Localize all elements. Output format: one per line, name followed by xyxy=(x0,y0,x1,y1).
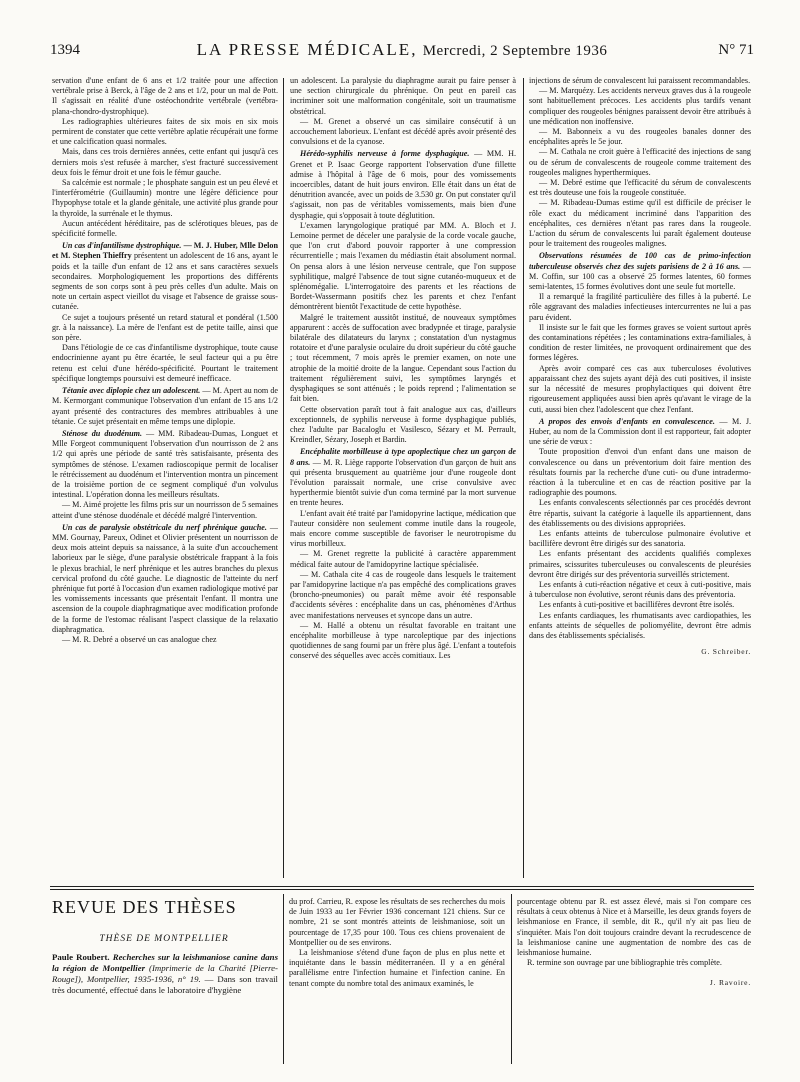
paragraph: servation d'une enfant de 6 ans et 1/2 traitée pour une affection vertébrale prise à Berck, à l'âge de 2 ans et 1/2, pour un mal de Pott. Il s'agissait en réalité d'une ostéochondrite vertébrale (vertébra-plana-chondro-dystrophique). xyxy=(52,76,278,116)
paragraph: — M. Babonneix a vu des rougeoles banales donner des encéphalites après le 5e jour. xyxy=(529,127,751,147)
communication-text: présentent un adolescent de 16 ans, ayant le poids et la taille d'un enfant de 12 ans et sans caractères sexuels secondaires. Morphologiquement les proportions des différents segments de son corps sont à peu près celles d'un adulte. Mais on note un certain aspect vieillot du visage et l'absence de graisse sous-cutanée. xyxy=(52,251,278,312)
paragraph: Cette observation paraît tout à fait analogue aux cas, d'ailleurs exceptionnels, de syphilis nerveuse à forme dysphagique publiés, chez l'adulte par Bacaloglu et Vasilesco, Sézary et M. Perrault, Kreindler, Sézary, Joseph et Bardin. xyxy=(290,404,516,445)
paragraph: Aucun antécédent héréditaire, pas de sclérotiques bleues, pas de spécificité formelle. xyxy=(52,218,278,239)
paragraph: du prof. Carrieu, R. expose les résultats de ses recherches du mois de Juin 1933 au 1er Février 1936 concernant 121 chiens. Sur ce nombre, 21 se sont montrés atteints de leishmaniose, soit un pourcentage de 17,35 pour 100. Tous ces chiens provenaient de Montpellier ou de ses environs. xyxy=(289,897,505,947)
paragraph: Il insiste sur le fait que les formes graves se voient surtout après des contaminations répétées ; les contaminations extra-familiales, à condition de rester limitées, ne provoquent ordinairement que des formes légères. xyxy=(529,322,751,363)
column-rule-2 xyxy=(523,78,524,878)
paragraph: Dans l'étiologie de ce cas d'infantilisme dystrophique, toute cause endocrinienne ayant pu être écartée, le seul facteur qui a pu être retenu est celui d'une hérédo-spécificité. Pourtant le traitement spécifique longtemps poursuivi est demeuré inefficace. xyxy=(52,343,278,383)
theses-column-3 xyxy=(517,897,751,1063)
journal-name: LA PRESSE MÉDICALE, xyxy=(196,40,418,59)
communication-text: — M. J. Huber, au nom de la Commission dont il est rapporteur, fait adopter une série de vœux : xyxy=(529,416,751,447)
paragraph: Les enfants à cuti-positive et bacillifères devront être isolés. xyxy=(539,600,735,610)
paragraph: Toute proposition d'envoi d'un enfant dans une maison de convalescence ou dans un préventorium doit faire mention des résultats fournis par la recherche d'une cuti- ou d'une intradermo-réaction à la tuberculine et en cas de réaction positive par la radiographie des poumons. xyxy=(529,447,751,498)
thesis-text: — Dans son travail très documenté, effectué dans le laboratoire d'hygiène xyxy=(52,974,278,995)
communication-authors: — M. J. Huber, Mlle Delon et M. Stephen Thieffry xyxy=(52,241,278,261)
paragraph: pourcentage obtenu par R. est assez élevé, mais si l'on compare ces résultats à ceux obtenus à Nice et à Marseille, les deux grands foyers de leishmaniose en France, il semble, dit R., qu'il n'y ait pas lieu de s'inquiéter. Mais l'on doit toujours craindre devant la recrudescence de la leishmaniose canine une augmentation de nombre des cas de leishmaniose humaine. xyxy=(517,897,751,958)
paragraph: — M. Grenet regrette la publicité à caractère apparemment médical faite autour de l'amidopyrine lactique spécialisée. xyxy=(290,549,516,569)
communication-title: Tétanie avec diplopie chez un adolescent. xyxy=(62,386,201,396)
column-2 xyxy=(290,76,516,884)
communication xyxy=(52,241,278,312)
paragraph: Mais, dans ces trois dernières années, cette enfant qui jusqu'à ces derniers mois s'est refusée à marcher, s'est fracturé successivement deux fois le fémur droit et une fois le fémur gauche. xyxy=(52,147,278,177)
communication-title: Un cas de paralysie obstétricale du nerf phrénique gauche. xyxy=(62,522,267,532)
communication-title: Observations résumées de 100 cas de primo-infection tuberculeuse observés chez des sujets parisiens de 2 à 16 ans. xyxy=(529,251,751,271)
paragraph: Après avoir comparé ces cas aux tuberculoses évolutives apparaissant chez des sujets ayant déjà des cuti positives, il insiste sur la nécessité de mesures prophylactiques qui doivent être rigoureusement appliquées aussi bien après qu'avant le virage de la cuti, aussi bien chez l'adolescent que chez l'enfant. xyxy=(529,363,751,414)
communication xyxy=(529,251,751,292)
communication-text: — M. R. Liège rapporte l'observation d'un garçon de huit ans qui présenta brusquement au quatrième jour d'une rougeole dont l'évolution paraissait normale, une crise convulsive avec hyperthermie bientôt suivie d'un coma terminé par la mort survenue en trente heures. xyxy=(290,457,516,508)
paragraph: — M. Cathala ne croit guère à l'efficacité des injections de sang ou de sérum de convalescents de rougeole comme traitement des rougeoles malignes hyperthermiques. xyxy=(529,147,751,177)
signature: G. Schreiber. xyxy=(701,647,751,657)
signature: J. Ravoire. xyxy=(709,978,751,988)
paragraph: Les enfants convalescents sélectionnés par ces procédés devront être répartis, suivant la catégorie à laquelle ils appartiennent, dans des établissements ou des divisions appropriées. xyxy=(529,498,751,528)
communication xyxy=(290,447,516,508)
issue-number: N° 71 xyxy=(718,42,754,58)
section-subtitle: THÈSE DE MONTPELLIER xyxy=(99,934,229,944)
column-rule-4 xyxy=(511,894,512,1064)
paragraph: Les enfants cardiaques, les rhumatisants avec cardiopathies, les enfants atteints de séquelles de poliomyélite, devront être admis dans des établissements spécialisés. xyxy=(529,610,751,640)
paragraph: Sa calcémie est normale ; le phosphate sanguin est un peu élevé et l'interférométrie (Guillaumin) montre une légère déficience pour l'hypophyse totale et la glande génitale, une activité plus grande pour la thyroïde, la surrénale et le thymus. xyxy=(52,178,278,218)
communication xyxy=(290,149,516,220)
communication xyxy=(529,417,751,448)
column-3 xyxy=(529,76,751,884)
communication xyxy=(52,386,278,427)
paragraph: — M. Aimé projette les films pris sur un nourrisson de 5 semaines atteint d'une sténose duodénale et décédé malgré l'intervention. xyxy=(52,500,278,520)
communication-title: Sténose du duodénum. xyxy=(62,428,143,438)
paragraph: Les enfants présentant des accidents qualifiés complexes primaires, scissurites tuberculeuses ou convalescents de pleurésies devront être dirigés sur des préventoria surveillés strictement. xyxy=(529,549,751,579)
communication-text: — M. Apert au nom de M. Kermorgant communique l'observation d'un enfant de 15 ans 1/2 ayant présenté des contractures des membres attribuables à une tétanie. Ce sujet présentait en même temps une diplopie. xyxy=(52,386,278,426)
section-title: REVUE DES THÈSES xyxy=(52,897,237,917)
page-number: 1394 xyxy=(50,42,80,58)
column-rule-3 xyxy=(283,894,284,1064)
thesis-publisher: (Imprimerie de la Charité [Pierre-Rouge]), Montpellier, 1935-1936, n° 19. xyxy=(52,963,278,984)
communication-text: — M. Coffin, sur 100 cas a observé 25 formes latentes, 60 formes semi-latentes, 15 formes évolutives dont une seule fut mortelle. xyxy=(529,261,751,292)
paragraph: Les radiographies ultérieures faites de six mois en six mois permirent de constater que cette vertèbre aplatie récupérait une forme et une calcification quasi normales. xyxy=(52,116,278,147)
issue-date: Mercredi, 2 Septembre 1936 xyxy=(422,43,608,59)
communication xyxy=(52,429,278,500)
journal-title xyxy=(50,40,754,60)
paragraph: Il a remarqué la fragilité particulière des filles à la puberté. Le rôle aggravant des maladies infectieuses intercurrentes ne lui a pas paru évident. xyxy=(529,292,751,322)
paragraph: Malgré le traitement aussitôt institué, de nouveaux symptômes apparurent : accès de suffocation avec bradypnée et tirage, paralysie bilatérale des dilatateurs du larynx ; constatation d'un nystagmus rotatoire et d'une paralysie oculaire du droit supérieur du côté gauche ; tout récemment, 7 mois après le premier examen, on note une atrophie de la moitié droite de la langue. Cependant sous l'action du traitement régulièrement suivi, les symptômes laryngés et dysphagiques se sont atténués ; le poids reprend ; l'alimentation se fait bien. xyxy=(290,312,516,404)
paragraph: — M. Marquézy. Les accidents nerveux graves dus à la rougeole sont habituellement précoces. Les accidents plus tardifs venant compliquer des rougeoles bénignes paraissent devoir être attribués à une médication non inoffensive. xyxy=(529,86,751,126)
paragraph: R. termine son ouvrage par une bibliographie très complète. xyxy=(527,958,722,968)
communication-title: Encéphalite morbilleuse à type apoplectique chez un garçon de 8 ans. xyxy=(290,447,516,467)
paragraph: Les enfants atteints de tuberculose pulmonaire évolutive et bacillifère devront être dirigés sur des sanatoria. xyxy=(529,528,751,549)
paragraph: — M. Ribadeau-Dumas estime qu'il est difficile de préciser le rôle exact du médicament incriminé dans l'apparition des encéphalites, ces dernières n'étant pas rares dans la rougeole. L'action du sérum de convalescents lui paraît également douteuse pour le traitement des rougeoles malignes. xyxy=(529,198,751,249)
column-1 xyxy=(52,76,278,884)
paragraph: L'enfant avait été traité par l'amidopyrine lactique, médication que l'auteur considère non seulement comme inutile dans la rougeole, mais encore comme susceptible de favoriser le neurotropisme du virus morbilleux. xyxy=(290,508,516,549)
communication-title: Un cas d'infantilisme dystrophique. xyxy=(62,241,182,251)
theses-column-2 xyxy=(289,897,505,1063)
paragraph: Ce sujet a toujours présenté un retard statural et pondéral (1.500 gr. à la naissance). La mère de l'enfant est de petite taille, ainsi que son père. xyxy=(52,312,278,343)
communication-text: — MM. Ribadeau-Dumas, Longuet et Mlle Forgeot communiquent l'observation d'un nourrisson de 2 ans 1/2 qui après une période de santé très satisfaisante, présenta des symptômes de sténose. L'examen radioscopique permit de localiser le rétrécissement au duodénum et l'intervention montra un pincement de la troisième portion de ce segment compliqué d'un volvulus intestinal. L'opération donna les meilleurs résultats. xyxy=(52,428,278,500)
paragraph: L'examen laryngologique pratiqué par MM. A. Bloch et J. Lemoine permet de déceler une paralysie de la corde vocale gauche, que l'on crut d'abord pouvoir rapporter à une compression récurrentielle ; mais l'examen du médiastin était absolument normal. On pensa alors à une lésion nerveuse centrale, que l'on suppose syphilitique, malgré l'absence de tout signe cutanéo-muqueux et de splénomégalie. L'interrogatoire des parents et les réactions de Bordet-Wassermann positifs chez les parents et chez l'enfant démontrèrent bientôt l'exactitude de cette hypothèse. xyxy=(290,220,516,312)
paragraph: Les enfants à cuti-réaction négative et ceux à cuti-positive, mais à tuberculose non évolutive, seront réunis dans des préventoria. xyxy=(529,579,751,600)
theses-column-1 xyxy=(52,952,278,1062)
communication-title: Hérédo-syphilis nerveuse à forme dysphagique. xyxy=(300,149,470,159)
communication xyxy=(52,523,278,635)
thesis-entry xyxy=(52,952,278,996)
section-rule xyxy=(50,886,754,887)
paragraph: La leishmaniose s'étend d'une façon de plus en plus nette et inquiétante dans le bassin méditerranéen. Il y a en général parallélisme entre l'infection humaine et l'infection canine. En tenant compte du nombre total des animaux examinés, le xyxy=(289,948,505,988)
column-rule-1 xyxy=(283,78,284,878)
paragraph: — M. Hallé a obtenu un résultat favorable en traitant une encéphalite morbilleuse à type narcoleptique par des injections quotidiennes de sang fourni par un frère plus âgé. L'enfant a toutefois conservé des séquelles avec accès comitiaux. Les xyxy=(290,620,516,661)
paragraph: — M. Grenet a observé un cas similaire consécutif à un accouchement laborieux. L'enfant est décédé après avoir présenté des convulsions et de la cyanose. xyxy=(290,116,516,147)
paragraph: — M. Cathala cite 4 cas de rougeole dans lesquels le traitement par l'amidopyrine lactique n'a pas empêché des complications graves (broncho-pneumonies) ou paraît même avoir été responsable d'accidents sévères : encéphalite dans un cas, phénomènes d'Arthus avec manifestations nerveuses et syncope dans un autre. xyxy=(290,569,516,620)
thesis-title: Recherches sur la leishmaniose canine dans la région de Montpellier xyxy=(52,952,278,973)
communication-text: — MM. Gournay, Pareux, Odinet et Olivier présentent un nourrisson de deux mois atteint depuis sa naissance, à la suite d'un accouchement laborieux par le siège, d'une paralysie obstétricale frappant à la fois le plexus brachial, le nerf phrénique et les autres branches du plexus cervical profond du côté gauche. Le diagnostic de l'atteinte du nerf phrénique fut porté à l'occasion d'un examen radiologique motivé par les vomissements incessants que présentait l'enfant. Il montra une ascension de la coupole diaphragmatique avec modification profonde de la forme de l'estomac réalisant l'aspect classique de la relaxatio diaphragmatica. xyxy=(52,522,278,634)
paragraph: — M. R. Debré a observé un cas analogue chez xyxy=(62,634,217,644)
communication-text: — MM. H. Grenet et P. Isaac George rapportent l'observation d'une fillette admise à l'hôpital à l'âge de 6 mois, pour des vomissements incoercibles, datant de huit jours environ. Elle était dans un état de dénutrition avancée, avec un poids de 3.530 gr. On put constater qu'il s'agissait, non pas de véritables vomissements, mais bien d'une dysphagie, qui s'opposait à toute déglutition. xyxy=(290,149,516,220)
page-header xyxy=(50,38,754,62)
paragraph: injections de sérum de convalescent lui paraissent recommandables. xyxy=(529,76,751,85)
paragraph: un adolescent. La paralysie du diaphragme aurait pu faire penser à une section chirurgicale du phrénique. On peut en pareil cas incriminer soit une malformation congénitale, soit un traumatisme obstétrical. xyxy=(290,76,516,116)
section-rule-thin xyxy=(50,889,754,890)
paragraph: — M. Debré estime que l'efficacité du sérum de convalescents est très douteuse une fois la rougeole constituée. xyxy=(529,178,751,198)
communication-title: A propos des envois d'enfants en convalescence. xyxy=(539,416,715,426)
thesis-author: Paule Roubert. xyxy=(52,952,110,962)
